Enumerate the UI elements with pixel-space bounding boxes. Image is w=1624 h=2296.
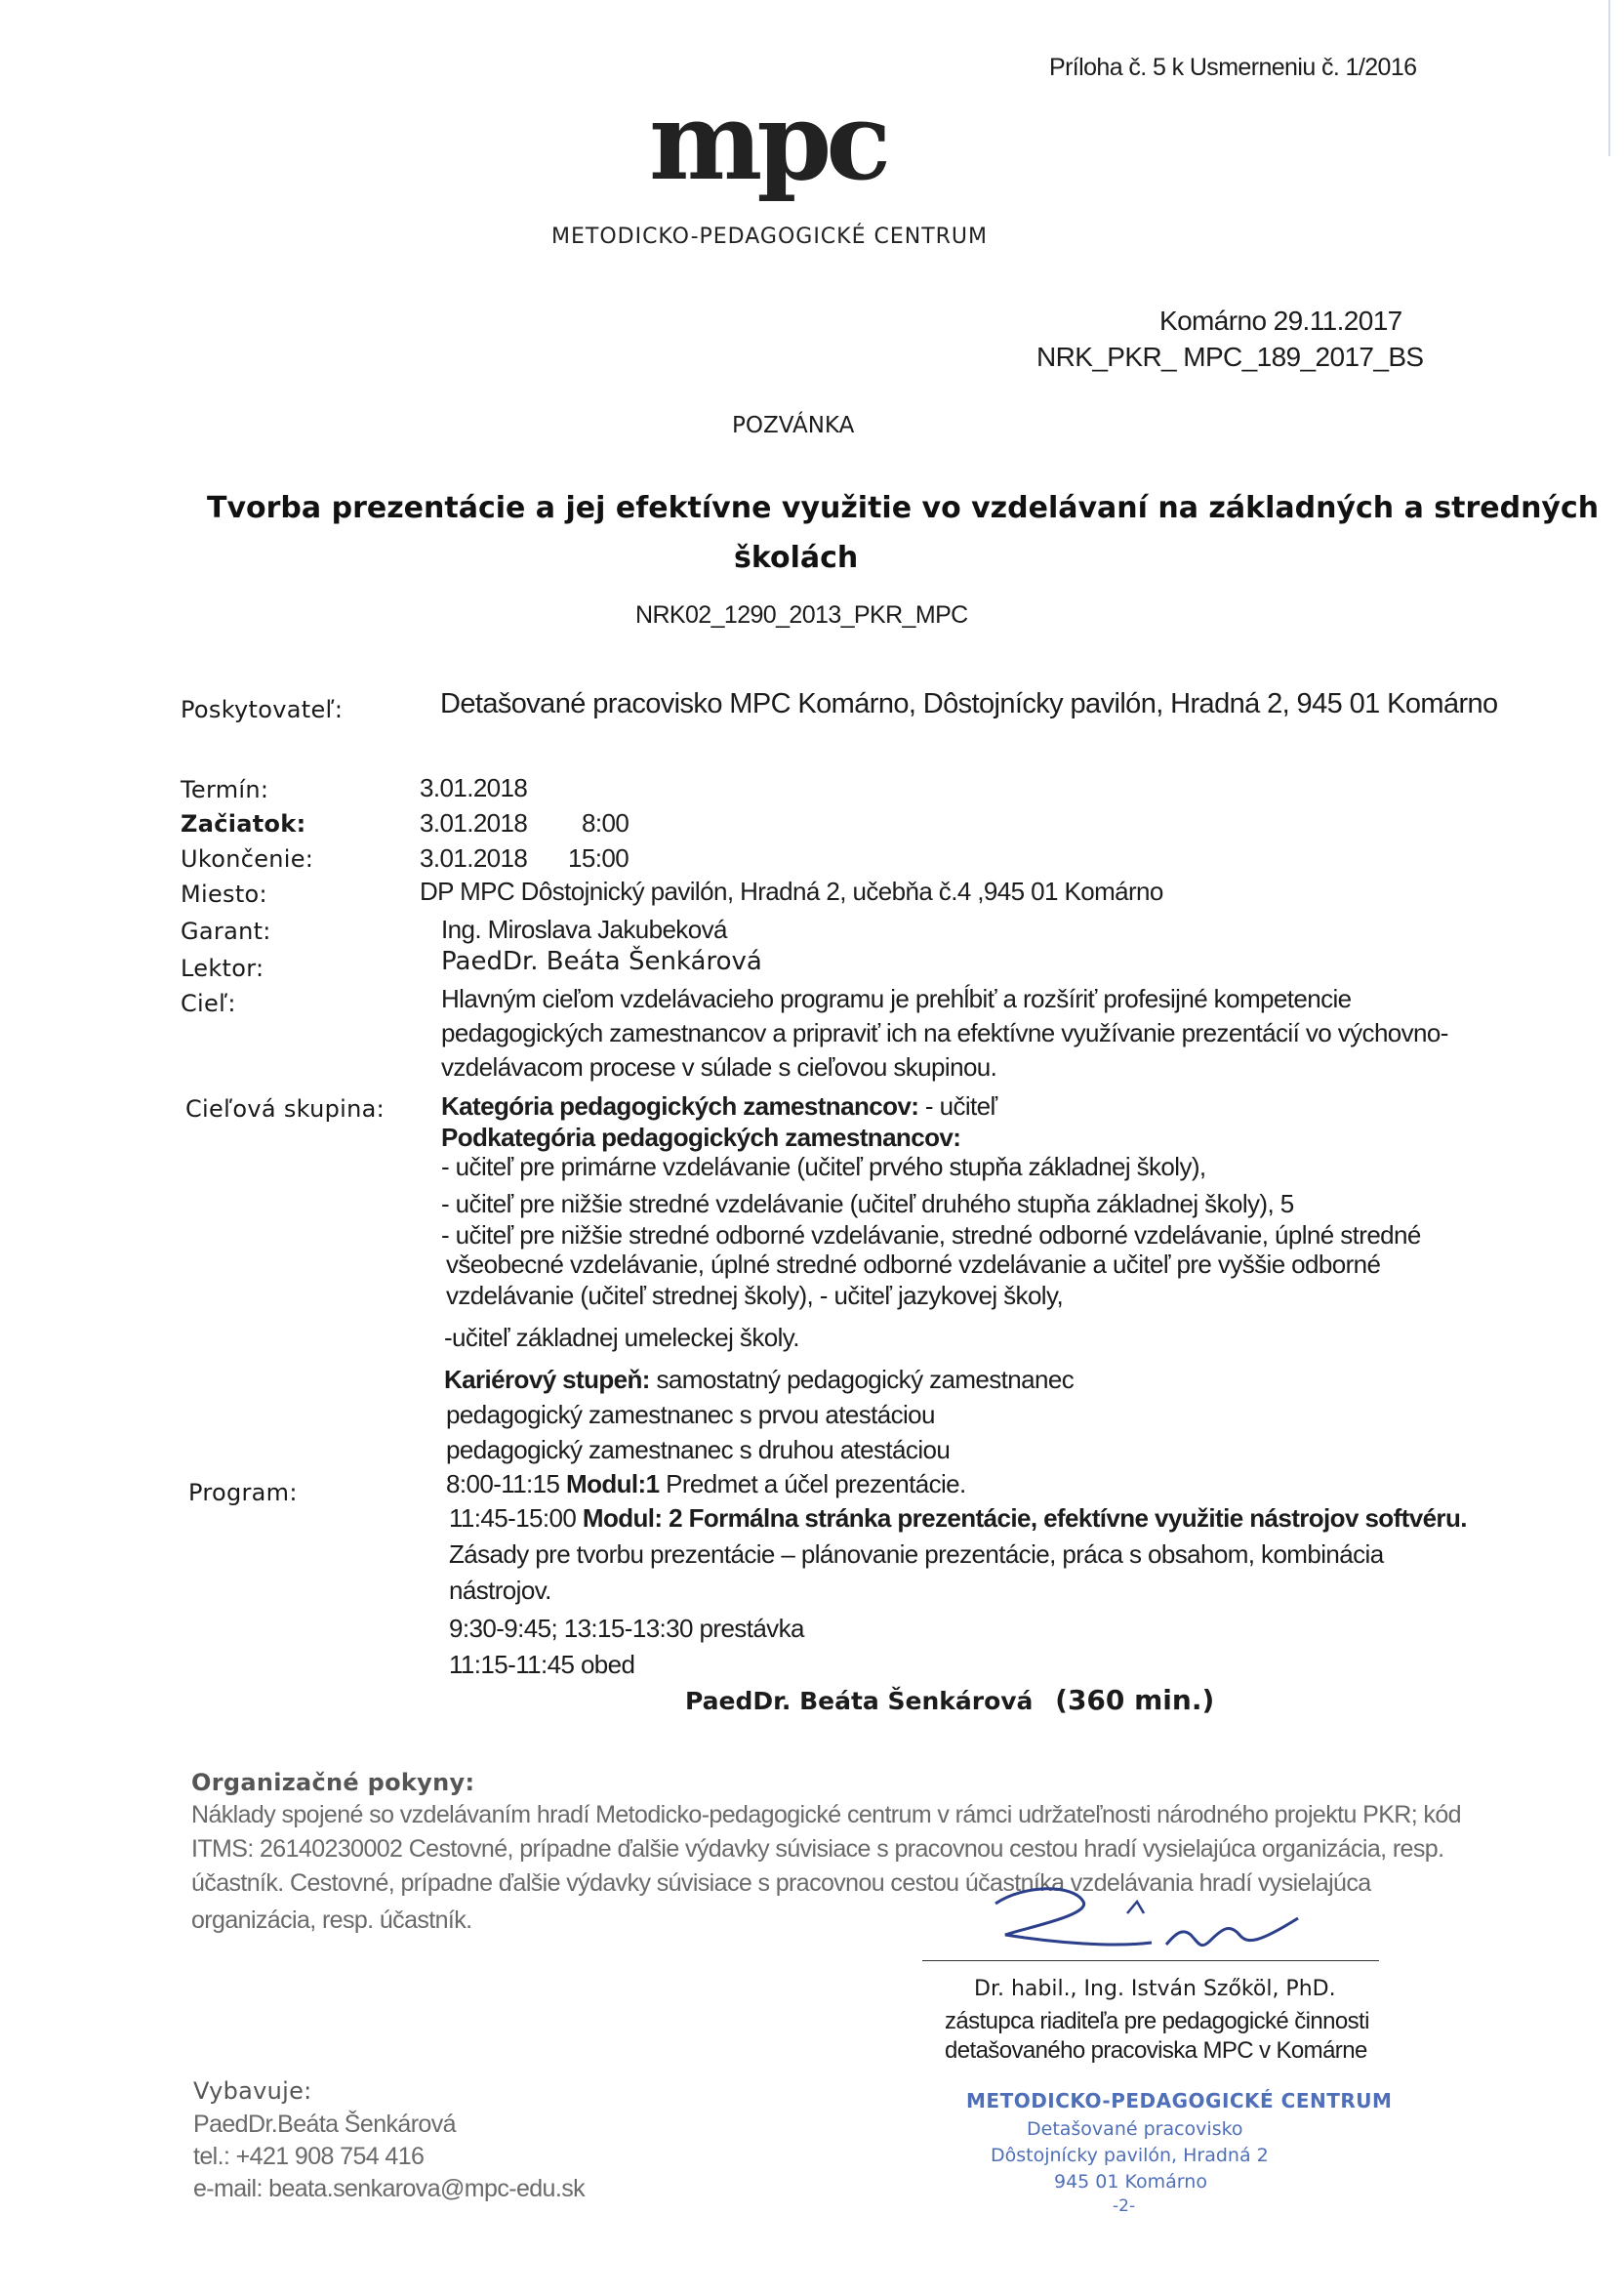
- module-1-text: Predmet a účel prezentácie.: [666, 1469, 966, 1498]
- end-time: 15:00: [568, 843, 629, 873]
- career-line-2: pedagogický zamestnanec s prvou atestáciou: [446, 1400, 935, 1429]
- title-line-1: Tvorba prezentácie a jej efektívne využitie vo vzdelávaní na základných a stredných: [207, 491, 1600, 525]
- signatory-name: Dr. habil., Ing. István Szőköl, PhD.: [974, 1977, 1336, 2001]
- start-label: Začiatok:: [181, 810, 306, 838]
- signature-line: [922, 1960, 1379, 1961]
- stamp-line-2: Detašované pracovisko: [1027, 2118, 1243, 2140]
- subcategory-line-1: - učiteľ pre primárne vzdelávanie (učiteľ prvého stupňa základnej školy),: [441, 1152, 1206, 1181]
- break-line: 9:30-9:45; 13:15-13:30 prestávka: [449, 1614, 804, 1643]
- stamp-line-5: -2-: [1113, 2196, 1136, 2216]
- category-label: Kategória pedagogických zamestnancov:: [441, 1091, 919, 1121]
- org-line-3: účastník. Cestovné, prípadne ďalšie výdavky súvisiace s pracovnou cestou účastníka vzdelávania hradí vysielajúca: [191, 1869, 1371, 1897]
- lecturer-summary-name: PaedDr. Beáta Šenkárová: [685, 1687, 1034, 1715]
- goal-label: Cieľ:: [181, 990, 236, 1017]
- reference-number: NRK_PKR_ MPC_189_2017_BS: [1036, 342, 1424, 372]
- subcategory-line-2: - učiteľ pre nižšie stredné vzdelávanie (učiteľ druhého stupňa základnej školy), 5: [441, 1189, 1294, 1218]
- module-2-label: Modul: 2 Formálna stránka prezentácie, efektívne využitie nástrojov softvéru.: [582, 1503, 1467, 1533]
- module-2-time: 11:45-15:00: [449, 1503, 577, 1533]
- subcategory-line-4: všeobecné vzdelávanie, úplné stredné odborné vzdelávanie a učiteľ pre vyššie odborné: [446, 1250, 1381, 1279]
- signatory-role-2: detašovaného pracoviska MPC v Komárne: [945, 2037, 1367, 2064]
- org-line-4: organizácia, resp. účastník.: [191, 1906, 472, 1934]
- program-label: Program:: [188, 1479, 298, 1506]
- lunch-line: 11:15-11:45 obed: [449, 1650, 635, 1679]
- provider-label: Poskytovateľ:: [181, 696, 344, 723]
- guarantor-label: Garant:: [181, 918, 271, 945]
- guarantor-value: Ing. Miroslava Jakubeková: [441, 915, 727, 944]
- contact-email: e-mail: beata.senkarova@mpc-edu.sk: [193, 2175, 585, 2202]
- start-date: 3.01.2018: [420, 808, 528, 838]
- org-heading: Organizačné pokyny:: [191, 1769, 475, 1796]
- career-value-1: samostatný pedagogický zamestnanec: [656, 1365, 1075, 1394]
- subcategory-label: Podkategória pedagogických zamestnancov:: [441, 1123, 961, 1152]
- scan-edge-mark: [1608, 0, 1610, 156]
- subcategory-line-3: - učiteľ pre nižšie stredné odborné vzdelávanie, stredné odborné vzdelávanie, úplné stredné: [441, 1220, 1421, 1250]
- lecturer-label: Lektor:: [181, 955, 264, 982]
- place-date: Komárno 29.11.2017: [1159, 306, 1402, 336]
- lecturer-value: PaedDr. Beáta Šenkárová: [441, 947, 762, 976]
- module-1-line: [446, 1469, 966, 1499]
- module-1-time: 8:00-11:15: [446, 1469, 560, 1498]
- signature-scribble: [966, 1874, 1327, 1972]
- lecturer-summary: [685, 1684, 1214, 1716]
- goal-line-3: vzdelávacom procese v súlade s cieľovou skupinou.: [441, 1052, 997, 1082]
- target-group-label: Cieľová skupina:: [185, 1095, 385, 1123]
- module-1-label: Modul:1: [566, 1469, 660, 1498]
- subcategory-line-5: vzdelávanie (učiteľ strednej školy), - učiteľ jazykovej školy,: [446, 1281, 1064, 1310]
- career-line-1: [444, 1365, 1074, 1395]
- signatory-role-1: zástupca riaditeľa pre pedagogické činnosti: [945, 2008, 1369, 2034]
- place-value: DP MPC Dôstojnický pavilón, Hradná 2, učebňa č.4 ,945 01 Komárno: [420, 877, 1163, 906]
- module-2-desc-2: nástrojov.: [449, 1576, 551, 1605]
- end-label: Ukončenie:: [181, 845, 314, 873]
- stamp-line-3: Dôstojnícky pavilón, Hradná 2: [991, 2145, 1269, 2166]
- contact-name: PaedDr.Beáta Šenkárová: [193, 2111, 456, 2138]
- contact-heading: Vybavuje:: [193, 2077, 312, 2105]
- program-duration: (360 min.): [1055, 1684, 1215, 1716]
- subcategory-line-6: -učiteľ základnej umeleckej školy.: [444, 1323, 799, 1352]
- module-2-desc-1: Zásady pre tvorbu prezentácie – plánovanie prezentácie, práca s obsahom, kombinácia: [449, 1539, 1384, 1569]
- stamp-line-4: 945 01 Komárno: [1054, 2171, 1207, 2193]
- term-label: Termín:: [181, 776, 269, 803]
- term-value: 3.01.2018: [420, 773, 528, 802]
- category-line: [441, 1091, 997, 1122]
- goal-line-1: Hlavným cieľom vzdelávacieho programu je prehĺbiť a rozšíriť profesijné kompetencie: [441, 984, 1352, 1013]
- org-line-1: Náklady spojené so vzdelávaním hradí Metodicko-pedagogické centrum v rámci udržateľnosti národného projektu PKR; kód: [191, 1801, 1461, 1828]
- invitation-heading: POZVÁNKA: [732, 413, 855, 438]
- annex-note: Príloha č. 5 k Usmerneniu č. 1/2016: [1049, 54, 1417, 81]
- start-time: 8:00: [582, 808, 629, 838]
- title-line-2: školách: [734, 541, 859, 575]
- provider-value: Detašované pracovisko MPC Komárno, Dôstojnícky pavilón, Hradná 2, 945 01 Komárno: [440, 688, 1498, 719]
- end-date: 3.01.2018: [420, 843, 528, 873]
- career-label: Kariérový stupeň:: [444, 1365, 650, 1394]
- place-label: Miesto:: [181, 881, 267, 908]
- module-2-line: [449, 1503, 1467, 1534]
- goal-line-2: pedagogických zamestnancov a pripraviť ich na efektívne využívanie prezentácií vo výchovno-: [441, 1018, 1448, 1047]
- org-line-2: ITMS: 26140230002 Cestovné, prípadne ďalšie výdavky súvisiace s pracovnou cestou hradí vysielajúca organizácia, resp.: [191, 1835, 1444, 1863]
- stamp-line-1: METODICKO-PEDAGOGICKÉ CENTRUM: [966, 2089, 1393, 2112]
- mpc-logo: mpc: [649, 78, 886, 204]
- program-code: NRK02_1290_2013_PKR_MPC: [635, 601, 968, 629]
- career-line-3: pedagogický zamestnanec s druhou atestáciou: [446, 1435, 951, 1464]
- category-value: - učiteľ: [924, 1091, 997, 1121]
- contact-phone: tel.: +421 908 754 416: [193, 2143, 425, 2170]
- organization-name: METODICKO-PEDAGOGICKÉ CENTRUM: [551, 225, 989, 249]
